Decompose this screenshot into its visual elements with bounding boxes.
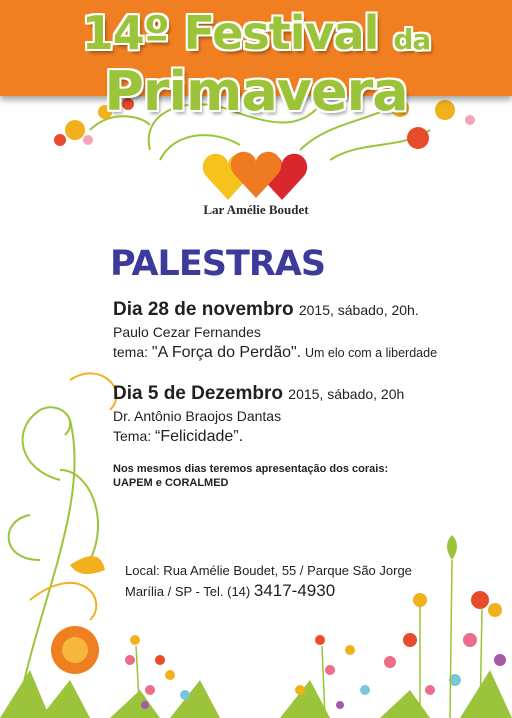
choir-note [113,462,388,490]
talk-1 [113,298,437,363]
talk-2 [113,382,404,447]
location-phone: 3417-4930 [253,581,336,600]
talk-2-speaker: Dr. Antônio Braojos Dantas [113,408,282,424]
festival-title [0,6,512,123]
talk-2-theme-label: Tema: [113,428,152,444]
choir-note-line2: UAPEM e CORALMED [113,477,229,489]
talk-1-speaker: Paulo Cezar Fernandes [113,324,261,340]
heart-orange-icon [231,152,281,198]
logo-name: Lar Amélie Boudet [203,202,309,217]
title-word-primavera: Primavera [104,60,408,123]
location-info [125,562,412,603]
talk-1-date: Dia 28 de novembro [113,299,294,320]
talk-1-time: 2015, sábado, 20h. [298,302,419,318]
choir-note-line1: Nos mesmos dias teremos apresentação dos corais: [113,463,389,475]
title-word-festival: Festival [183,6,379,60]
location-city: Marília / SP - Tel. (14) [125,584,251,599]
talk-1-theme-label: tema: [113,344,149,360]
section-heading: PALESTRAS [110,244,326,284]
title-word-da: da [393,23,431,56]
hearts-logo [200,150,312,202]
talk-1-theme: "A Força do Perdão". [151,344,302,361]
talk-2-date: Dia 5 de Dezembro [113,383,283,404]
title-number: 14º [81,6,169,60]
talk-1-subtitle: Um elo com a liberdade [305,346,438,360]
talk-2-time: 2015, sábado, 20h [288,386,405,402]
location-address: Local: Rua Amélie Boudet, 55 / Parque São Jorge [125,563,412,578]
talk-2-theme: “Felicidade”. [155,428,244,445]
title-banner [0,0,512,123]
